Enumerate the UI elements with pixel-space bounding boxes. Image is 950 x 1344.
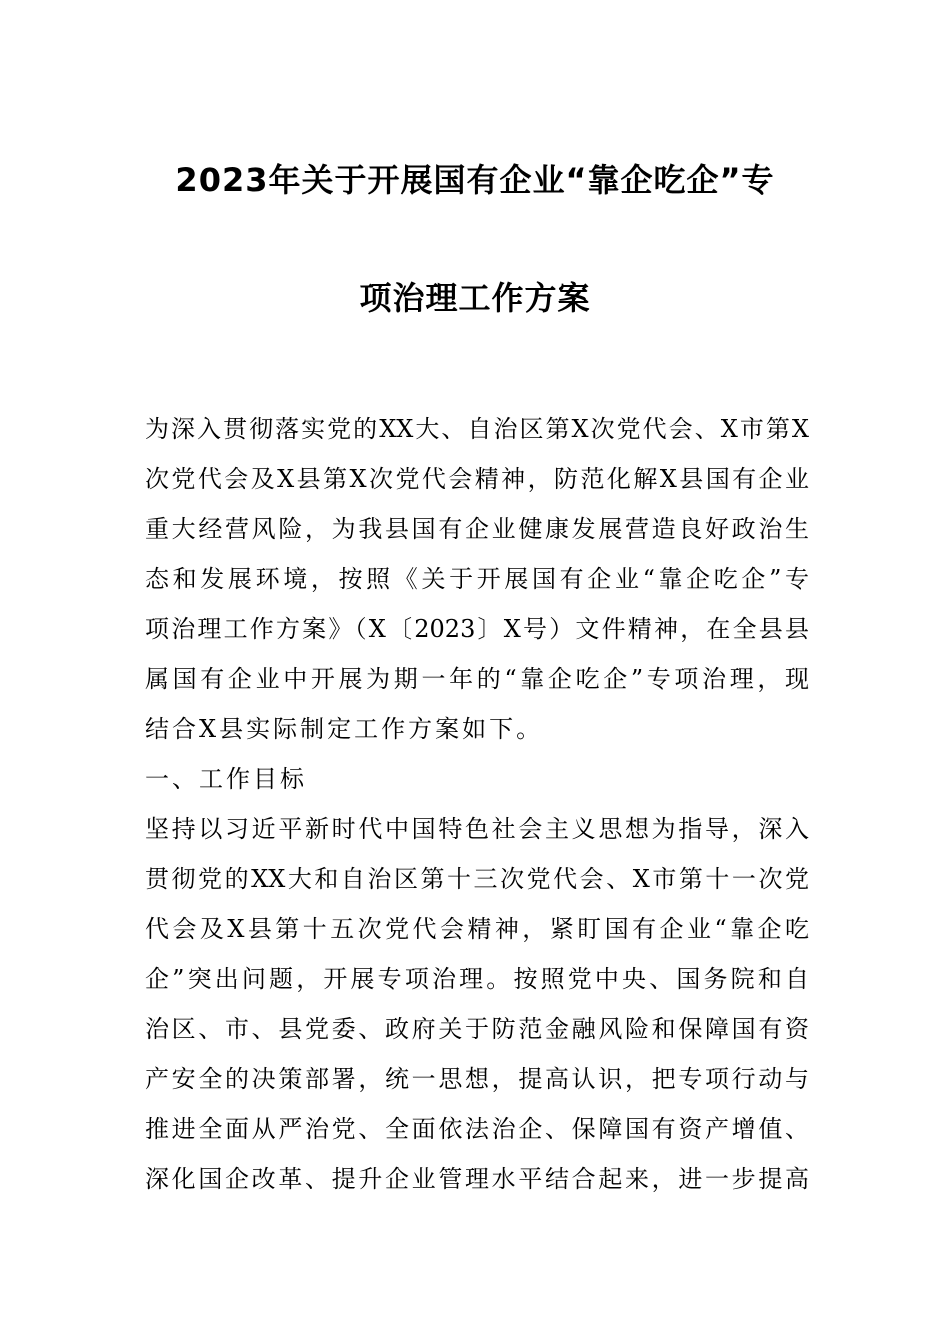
body-line-16: 深化国企改革、提升企业管理水平结合起来，进一步提高 (145, 1165, 809, 1193)
document-title-line-2: 项治理工作方案 (359, 279, 591, 317)
body-line-10: 贯彻党的XX大和自治区第十三次党代会、X市第十一次党 (145, 865, 809, 893)
body-line-4: 态和发展环境，按照《关于开展国有企业“靠企吃企”专 (145, 565, 809, 593)
body-line-11: 代会及X县第十五次党代会精神，紧盯国有企业“靠企吃 (145, 915, 809, 943)
body-line-1: 为深入贯彻落实党的XX大、自治区第X次党代会、X市第X (145, 415, 809, 443)
body-line-6: 属国有企业中开展为期一年的“靠企吃企”专项治理，现 (145, 665, 809, 693)
body-line-3: 重大经营风险，为我县国有企业健康发展营造良好政治生 (145, 515, 809, 543)
body-line-13: 治区、市、县党委、政府关于防范金融风险和保障国有资 (145, 1015, 809, 1043)
body-line-2: 次党代会及X县第X次党代会精神，防范化解X县国有企业 (145, 465, 809, 493)
section-heading-1: 一、工作目标 (145, 765, 307, 793)
body-line-5: 项治理工作方案》（X〔2023〕X号）文件精神，在全县县 (145, 615, 809, 643)
body-line-15: 推进全面从严治党、全面依法治企、保障国有资产增值、 (145, 1115, 809, 1143)
document-title-line-1: 2023年关于开展国有企业“靠企吃企”专 (175, 161, 775, 199)
body-line-9: 坚持以习近平新时代中国特色社会主义思想为指导，深入 (145, 815, 809, 843)
body-line-14: 产安全的决策部署，统一思想，提高认识，把专项行动与 (145, 1065, 809, 1093)
body-line-7: 结合X县实际制定工作方案如下。 (145, 715, 544, 743)
body-line-12: 企”突出问题，开展专项治理。按照党中央、国务院和自 (145, 965, 809, 993)
